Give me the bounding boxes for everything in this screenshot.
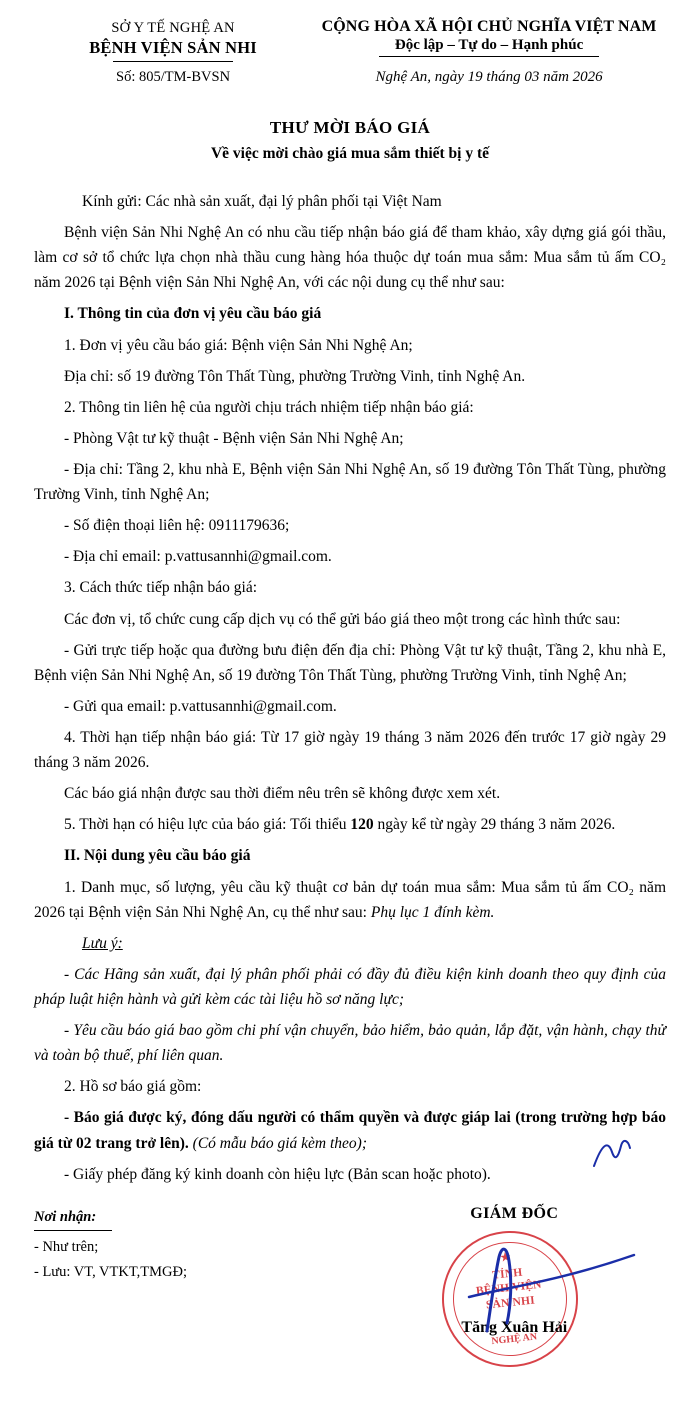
recipients-title: Nơi nhận: [34, 1208, 97, 1225]
seal-star-icon: ★ [499, 1248, 513, 1265]
country-name: CỘNG HÒA XÃ HỘI CHỦ NGHĨA VIỆT NAM [321, 18, 657, 35]
recipients-block [34, 1205, 363, 1337]
signature-area [34, 1204, 666, 1347]
section-2-document-a-note: (Có mẫu báo giá kèm theo); [192, 1134, 367, 1152]
issuing-organization [34, 18, 312, 86]
document-body [34, 189, 666, 1187]
page-subtitle: Về việc mời chào giá mua sắm thiết bị y tế [210, 145, 490, 162]
section-2-document-a-text: - Báo giá được ký, đóng dấu người có thẩm quyền và được giáp lai (trong trường hợp báo giá từ 02 trang trở lên). [34, 1109, 666, 1152]
section-1-contact-department: - Phòng Vật tư kỹ thuật - Bệnh viện Sản Nhi Nghệ An; [64, 429, 404, 447]
intro-paragraph: Bệnh viện Sản Nhi Nghệ An có nhu cầu tiếp nhận báo giá để tham khảo, xây dựng giá gói thầu, làm cơ sở tổ chức lựa chọn nhà thầu cung hàng hóa thuộc dự toán mua sắm: Mua sắm tủ ấm CO₂ năm 2026 tại Bệnh viện Sản Nhi Nghệ An, với các nội dung cụ thể như sau: [34, 224, 666, 292]
section-1-item-1: 1. Đơn vị yêu cầu báo giá: Bệnh viện Sản Nhi Nghệ An; [64, 336, 413, 354]
section-2-item-2: 2. Hồ sơ báo giá gồm: [64, 1078, 202, 1096]
section-1-heading: I. Thông tin của đơn vị yêu cầu báo giá [64, 305, 322, 323]
header-divider-right [379, 56, 599, 57]
section-1-item-5 [34, 812, 666, 837]
section-2-heading: II. Nội dung yêu cầu báo giá [64, 847, 251, 865]
section-2-item-1-text: 1. Danh mục, số lượng, yêu cầu kỹ thuật cơ bản dự toán mua sắm: Mua sắm tủ ấm CO₂ năm 2026 tại Bệnh viện Sản Nhi Nghệ An, cụ thể như sau: [34, 878, 666, 921]
seal-line-1: TỈNH [492, 1266, 524, 1282]
seal-line-2: BỆNH VIỆN [475, 1278, 543, 1298]
section-2-document-b-text: - Giấy phép đăng ký kinh doanh còn hiệu lực (Bản scan hoặc photo). [64, 1165, 491, 1183]
validity-prefix: 5. Thời hạn có hiệu lực của báo giá: Tối thiểu [64, 816, 351, 834]
country-motto: Độc lập – Tự do – Hạnh phúc [394, 37, 584, 53]
document-number: Số: 805/TM-BVSN [116, 69, 231, 85]
recipients-item: - Như trên; [34, 1239, 99, 1256]
place-and-date: Nghệ An, ngày 19 tháng 03 năm 2026 [375, 69, 603, 85]
seal-line-4: NGHỆ AN [491, 1331, 538, 1347]
document-header [34, 18, 666, 86]
recipient-line: Kính gửi: Các nhà sản xuất, đại lý phân phối tại Việt Nam [82, 193, 442, 210]
section-1-address: Địa chỉ: số 19 đường Tôn Thất Tùng, phường Trường Vinh, tỉnh Nghệ An. [64, 367, 526, 385]
hospital-name: BỆNH VIỆN SẢN NHI [89, 38, 257, 57]
section-1-item-3-option-2: - Gửi qua email: p.vattusannhi@gmail.com. [64, 697, 337, 715]
header-divider-left [113, 61, 233, 62]
signer-name: Tăng Xuân Hải [461, 1318, 568, 1336]
section-2-document-b [34, 1162, 666, 1187]
recipients-item: - Lưu: VT, VTKT,TMGĐ; [34, 1264, 187, 1280]
note-item-1: - Các Hãng sản xuất, đại lý phân phối phải có đầy đủ điều kiện kinh doanh theo quy định của pháp luật hiện hành và gửi kèm các tài liệu hồ sơ năng lực; [34, 965, 666, 1008]
section-1-item-4: 4. Thời hạn tiếp nhận báo giá: Từ 17 giờ ngày 19 tháng 3 năm 2026 đến trước 17 giờ ngày 29 tháng 3 năm 2026. [34, 728, 666, 772]
signer-role: GIÁM ĐỐC [470, 1204, 559, 1222]
signer-block [363, 1204, 666, 1347]
seal-line-3: SẢN NHI [485, 1293, 536, 1311]
national-heading [312, 18, 666, 86]
validity-days: 120 [350, 816, 374, 834]
initial-signature-mark [558, 1132, 636, 1182]
section-1-item-3: 3. Cách thức tiếp nhận báo giá: [64, 579, 258, 597]
handwritten-signature [429, 1235, 639, 1350]
section-1-contact-phone: - Số điện thoại liên hệ: 0911179636; [64, 517, 290, 535]
section-1-contact-email: - Địa chỉ email: p.vattusannhi@gmail.com. [64, 548, 332, 566]
department-name: SỞ Y TẾ NGHỆ AN [111, 20, 235, 36]
section-1-contact-address: - Địa chỉ: Tầng 2, khu nhà E, Bệnh viện Sản Nhi Nghệ An, số 19 đường Tôn Thất Tùng, phường Trường Vinh, tỉnh Nghệ An; [34, 460, 666, 504]
note-label: Lưu ý: [82, 934, 123, 952]
section-2-item-1 [34, 875, 666, 925]
section-1-item-2: 2. Thông tin liên hệ của người chịu trách nhiệm tiếp nhận báo giá: [64, 398, 474, 416]
validity-suffix: ngày kể từ ngày 29 tháng 3 năm 2026. [373, 816, 616, 834]
section-1-item-3-option-1: - Gửi trực tiếp hoặc qua đường bưu điện đến địa chỉ: Phòng Vật tư kỹ thuật, Tầng 2, khu nhà E, Bệnh viện Sản Nhi Nghệ An, số 19 đường Tôn Thất Tùng, phường Trường Vinh, tỉnh Nghệ An; [34, 641, 666, 684]
note-item-2: - Yêu cầu báo giá bao gồm chi phí vận chuyển, bảo hiểm, bảo quản, lắp đặt, vận hành, chạy thử và toàn bộ thuế, phí liên quan. [34, 1022, 666, 1065]
page-title: THƯ MỜI BÁO GIÁ [269, 118, 431, 137]
section-1-item-4-note: Các báo giá nhận được sau thời điểm nêu trên sẽ không được xem xét. [64, 785, 501, 803]
document-title-block [34, 118, 666, 163]
appendix-reference: Phụ lục 1 đính kèm. [370, 903, 495, 921]
recipients-divider [34, 1230, 112, 1231]
section-1-item-3-intro: Các đơn vị, tổ chức cung cấp dịch vụ có thể gửi báo giá theo một trong các hình thức sau: [64, 610, 621, 628]
